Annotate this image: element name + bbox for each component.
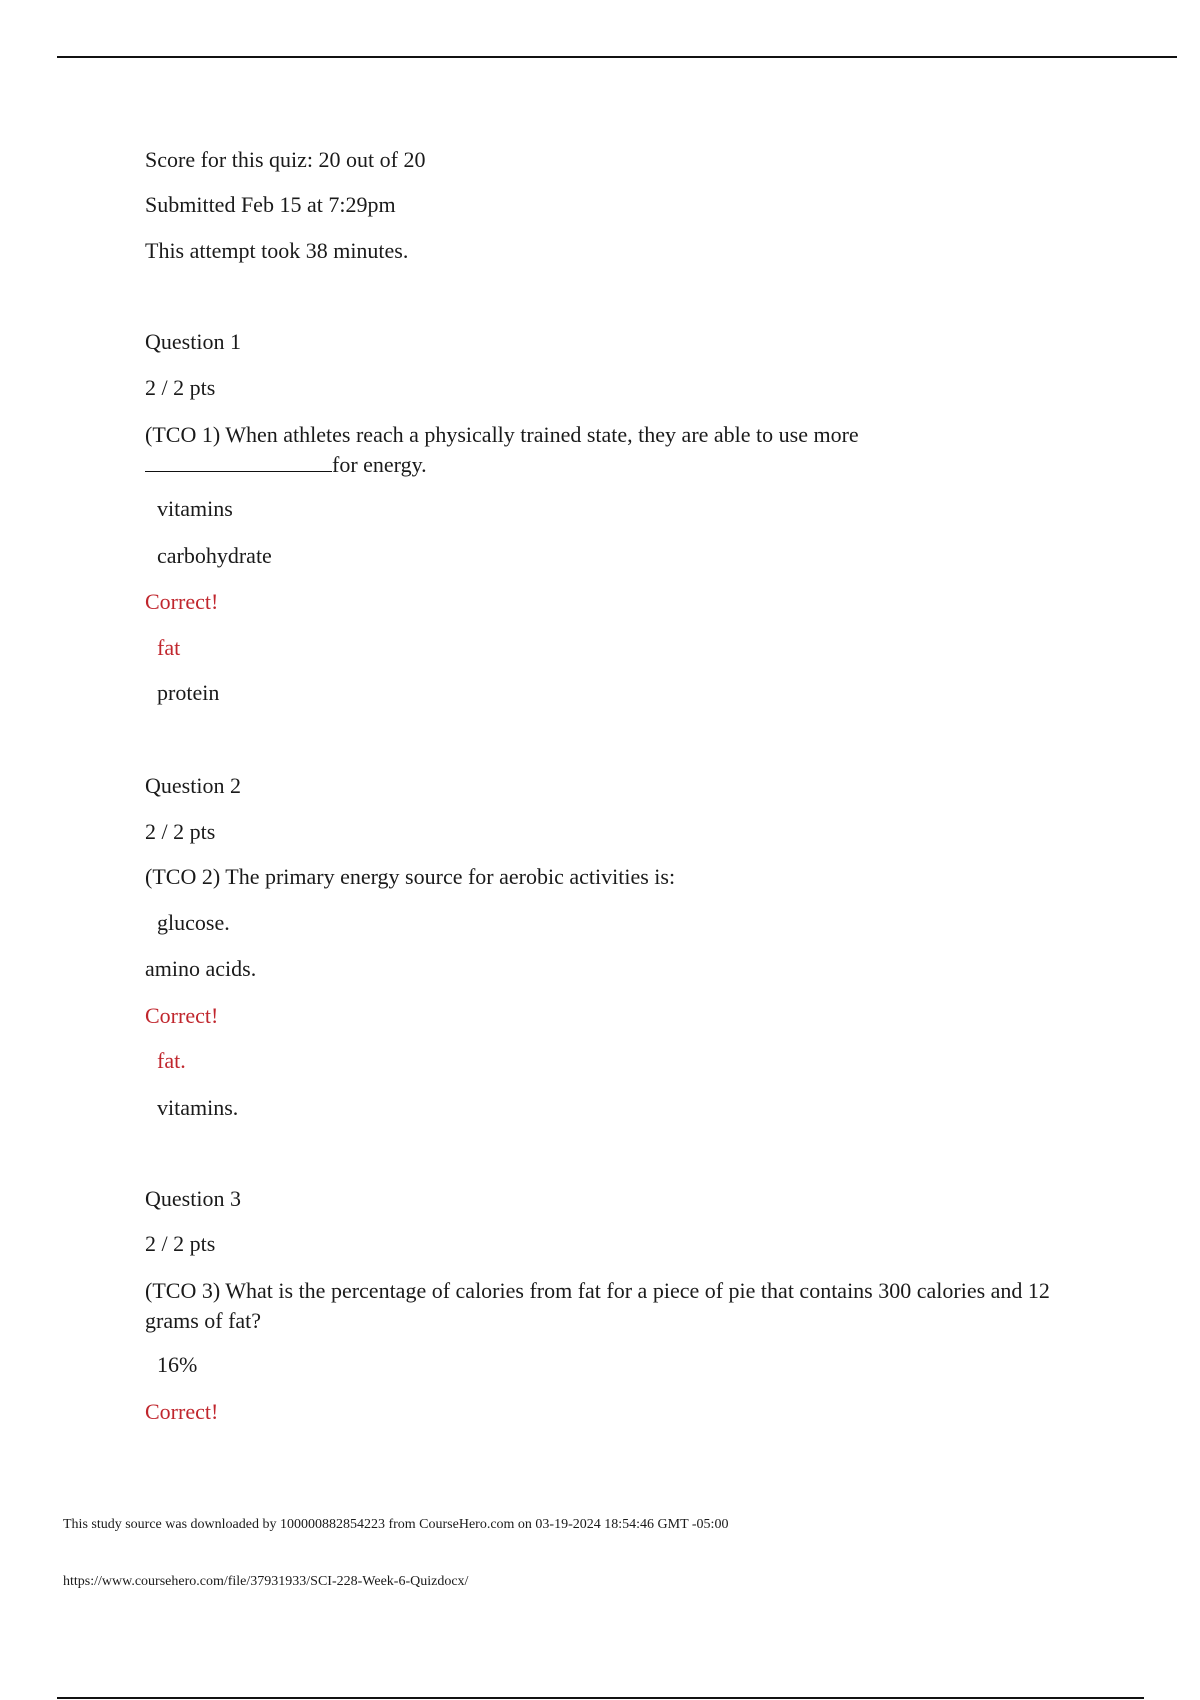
attempt-duration: This attempt took 38 minutes. [145, 238, 409, 263]
quiz-score: Score for this quiz: 20 out of 20 [145, 147, 426, 172]
question-3-text: (TCO 3) What is the percentage of calories from fat for a piece of pie that contains 300 calories and 12 grams of fat? [145, 1278, 1050, 1333]
fill-in-blank [145, 451, 332, 472]
correct-answer-label: Correct! [145, 589, 219, 614]
question-1-option: protein [157, 680, 220, 705]
question-2-correct-option: fat. [157, 1048, 186, 1073]
question-2-option: glucose. [157, 910, 230, 935]
correct-answer-label: Correct! [145, 1003, 219, 1028]
source-url[interactable]: https://www.coursehero.com/file/37931933/SCI-228-Week-6-Quizdocx/ [63, 1574, 469, 1589]
question-1-text: (TCO 1) When athletes reach a physically trained state, they are able to use more [145, 422, 859, 447]
correct-answer-label: Correct! [145, 1399, 219, 1424]
question-2-option: vitamins. [157, 1095, 239, 1120]
question-2-title: Question 2 [145, 773, 241, 798]
question-1-option: vitamins [157, 496, 233, 521]
question-2-text: (TCO 2) The primary energy source for aerobic activities is: [145, 864, 676, 889]
question-1-title: Question 1 [145, 329, 241, 354]
question-3-option: 16% [157, 1352, 198, 1377]
submitted-date: Submitted Feb 15 at 7:29pm [145, 192, 396, 217]
question-1-correct-option: fat [157, 635, 181, 660]
question-2-points: 2 / 2 pts [145, 819, 216, 844]
question-2-option: amino acids. [145, 956, 257, 981]
question-1-points: 2 / 2 pts [145, 375, 216, 400]
question-3-points: 2 / 2 pts [145, 1231, 216, 1256]
question-1-option: carbohydrate [157, 543, 272, 568]
top-rule [57, 56, 1177, 58]
question-3-title: Question 3 [145, 1186, 241, 1211]
question-1-text-after: for energy. [332, 452, 427, 477]
download-notice: This study source was downloaded by 100000882854223 from CourseHero.com on 03-19-2024 18:54:46 GMT -05:00 [63, 1517, 729, 1532]
bottom-rule [57, 1697, 1144, 1699]
question-1-text-cont [145, 450, 427, 480]
